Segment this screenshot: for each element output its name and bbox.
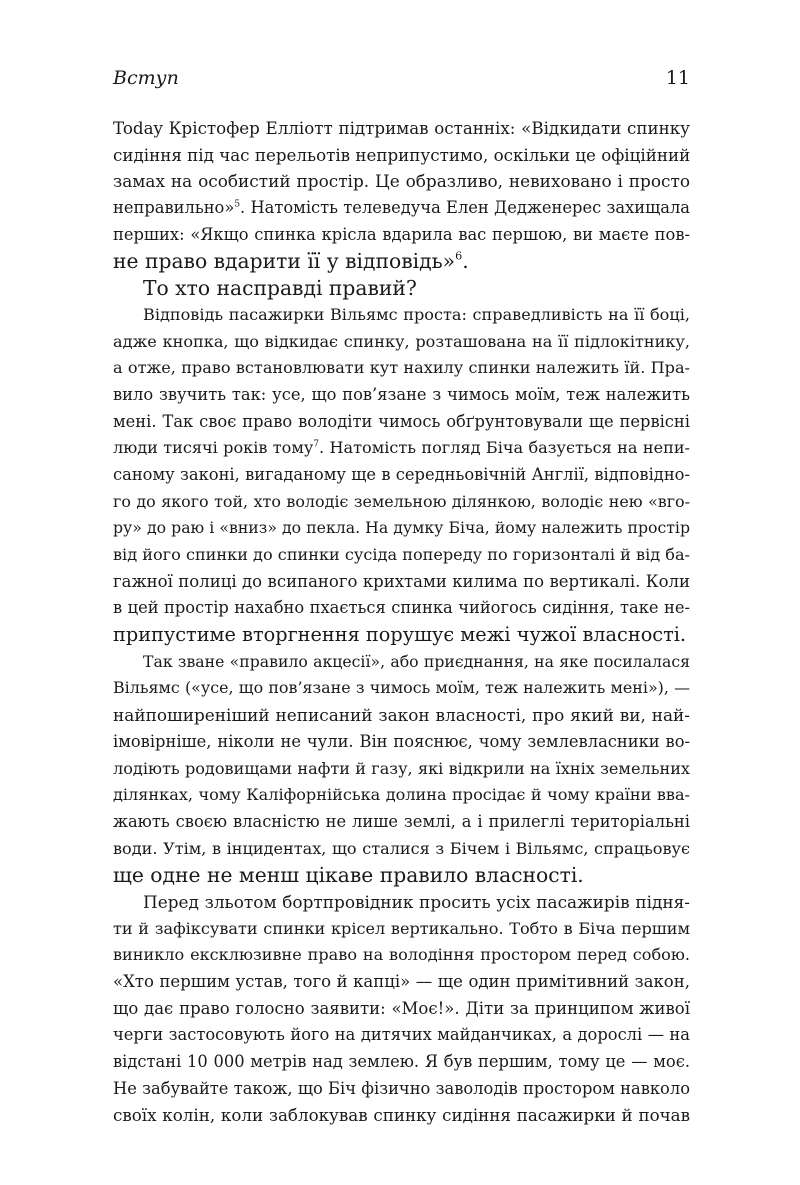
text-line: води. Утім, в інцидентах, що сталися з Бічем і Вільямс, спрацьовує [113, 838, 690, 858]
body-text [113, 115, 690, 1129]
text-line: Today Крістофер Елліотт підтримав останніх: «Відкидати спинку [113, 118, 690, 138]
text-line: лодіють родовищами нафти й газу, які відкрили на їхніх земельних [113, 758, 690, 778]
text-line: що дає право голосно заявити: «Моє!». Діти за принципом живої [113, 998, 690, 1018]
text-line: ділянках, чому Каліфорнійська долина просідає й чому країни вва- [113, 785, 690, 805]
text-line [113, 195, 690, 222]
text-line: Так зване «правило акцесії», або приєднання, на яке посилалася [143, 651, 690, 671]
text-segment: . Натомість погляд Біча базується на непи- [319, 438, 690, 458]
text-line: Не забувайте також, що Біч фізично заволодів простором навколо [113, 1078, 690, 1098]
text-line: адже кнопка, що відкидає спинку, розташована на її підлокітнику, [113, 331, 690, 351]
text-line: гажної полиці до всипаного крихтами килима по вертикалі. Коли [113, 571, 690, 591]
text-line: виникло ексклюзивне право на володіння простором перед собою. [113, 945, 690, 965]
text-line: «Хто першим устав, того й капці» — ще один примітивний закон, [113, 972, 690, 991]
text-line: від його спинки до спинки сусіда попереду по горизонталі й від ба- [113, 545, 690, 564]
text-line: То хто насправді правий? [143, 276, 417, 301]
page-number: 11 [665, 67, 690, 89]
text-line: черги застосовують його на дитячих майданчиках, а дорослі — на [113, 1025, 690, 1045]
text-line: в цей простір нахабно пхається спинка чийогось сидіння, таке не- [113, 598, 690, 618]
text-line [113, 248, 690, 275]
footnote-ref-5: 5 [234, 199, 241, 210]
text-line [113, 435, 690, 462]
text-line: а отже, право встановлювати кут нахилу спинки належить їй. Пра- [113, 358, 690, 378]
text-line: ти й зафіксувати спинки крісел вертикально. Тобто в Біча першим [113, 918, 690, 938]
running-head: Вступ [113, 67, 179, 89]
text-line: Перед зльотом бортпровідник просить усіх пасажирів підня- [143, 891, 690, 912]
text-line: замах на особистий простір. Це образливо, невиховано і просто [113, 171, 690, 192]
text-line: найпоширеніший неписаний закон власності, про який ви, най- [113, 705, 690, 726]
footnote-ref-6: 6 [455, 250, 463, 264]
text-line: жають своєю власністю не лише землі, а і прилеглі територіальні [113, 811, 690, 831]
text-line: імовірніше, ніколи не чули. Він пояснює, чому землевласники во- [113, 731, 690, 751]
text-line: Вільямс («усе, що пов’язане з чимось моїм, теж належить мені»), — [113, 678, 690, 698]
text-segment: . [462, 249, 469, 274]
text-segment: . Натомість телеведуча Елен Дедженерес захищала [240, 198, 690, 218]
footnote-ref-7: 7 [313, 439, 319, 450]
text-line: ще одне не менш цікаве правило власності. [113, 863, 584, 888]
text-segment: неправильно» [113, 198, 235, 218]
text-line: припустиме вторгнення порушує межі чужої власності. [113, 623, 687, 647]
text-line: сидіння під час перельотів неприпустимо, оскільки це офіційний [113, 144, 691, 165]
text-line: ру» до раю і «вниз» до пекла. На думку Біча, йому належить простір [113, 518, 690, 538]
text-line: го до якого той, хто володіє земельною ділянкою, володіє нею «вго- [113, 491, 690, 511]
text-line: Відповідь пасажирки Вільямс проста: справедливість на її боці, [143, 304, 690, 324]
text-line: вило звучить так: усе, що пов’язане з чимось моїм, теж належить [113, 384, 690, 404]
page-header [113, 64, 690, 92]
text-segment: люди тисячі років тому [113, 438, 314, 458]
text-line: відстані 10 000 метрів над землею. Я був першим, тому це — моє. [113, 1052, 690, 1072]
text-line: своїх колін, коли заблокував спинку сидіння пасажирки й почав [113, 1105, 690, 1126]
text-line: перших: «Якщо спинка крісла вдарила вас першою, ви маєте пов- [113, 224, 690, 244]
text-segment: не право вдарити її у відповідь» [113, 249, 456, 274]
text-line: саному законі, вигаданому ще в середньовічній Англії, відповідно- [113, 464, 690, 484]
text-line: мені. Так своє право володіти чимось обґрунтовували ще первісні [113, 411, 690, 431]
